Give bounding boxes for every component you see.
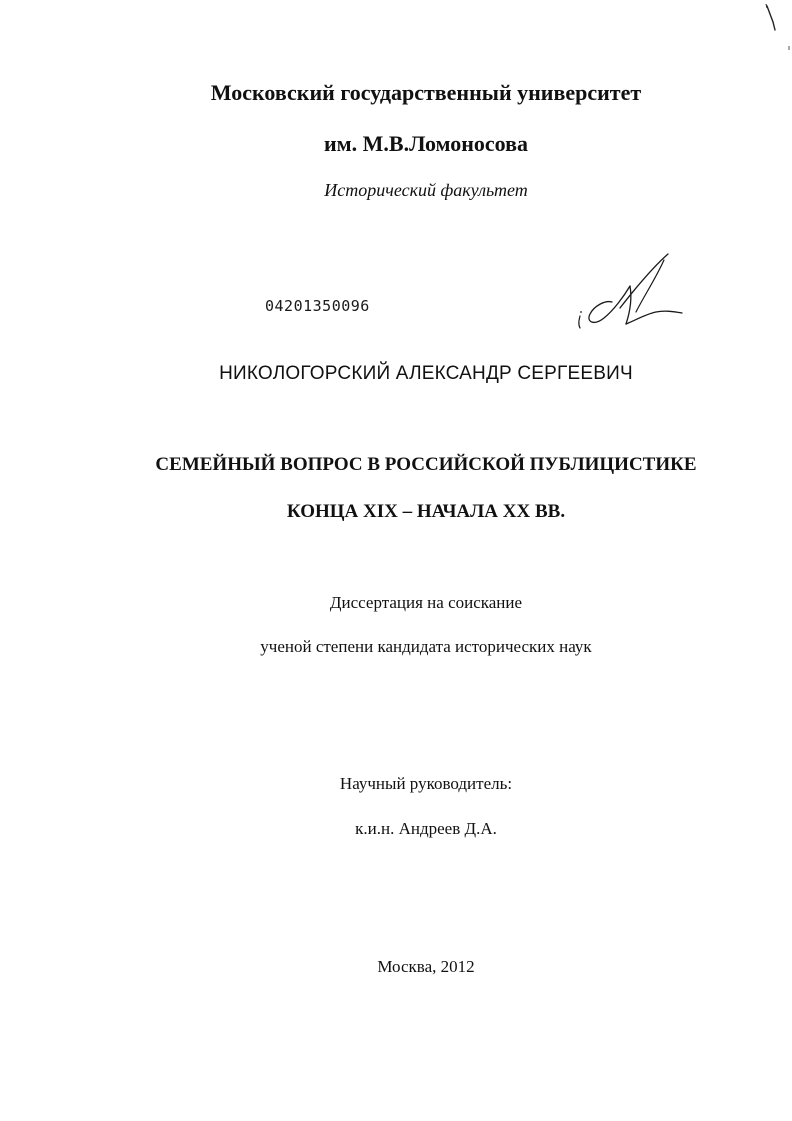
author-name: НИКОЛОГОРСКИЙ АЛЕКСАНДР СЕРГЕЕВИЧ xyxy=(219,363,633,384)
dissertation-type-line-1: Диссертация на соискание xyxy=(329,593,523,612)
scan-artifact-mark xyxy=(760,0,792,60)
dissertation-type-line-2: ученой степени кандидата исторических наук xyxy=(260,637,592,656)
supervisor-name: к.и.н. Андреев Д.А. xyxy=(355,819,497,838)
author-signature xyxy=(572,250,687,335)
dissertation-title-line-1: СЕМЕЙНЫЙ ВОПРОС В РОССИЙСКОЙ ПУБЛИЦИСТИКЕ xyxy=(155,454,697,475)
university-name: Московский государственный университет xyxy=(210,80,642,105)
dissertation-title-line-2: КОНЦА XIX – НАЧАЛА XX ВВ. xyxy=(286,501,566,522)
university-named-after: им. М.В.Ломоносова xyxy=(324,131,528,156)
document-id: 04201350096 xyxy=(265,297,370,315)
city-year: Москва, 2012 xyxy=(377,957,475,976)
faculty-name: Исторический факультет xyxy=(324,180,528,200)
supervisor-label: Научный руководитель: xyxy=(339,774,513,793)
